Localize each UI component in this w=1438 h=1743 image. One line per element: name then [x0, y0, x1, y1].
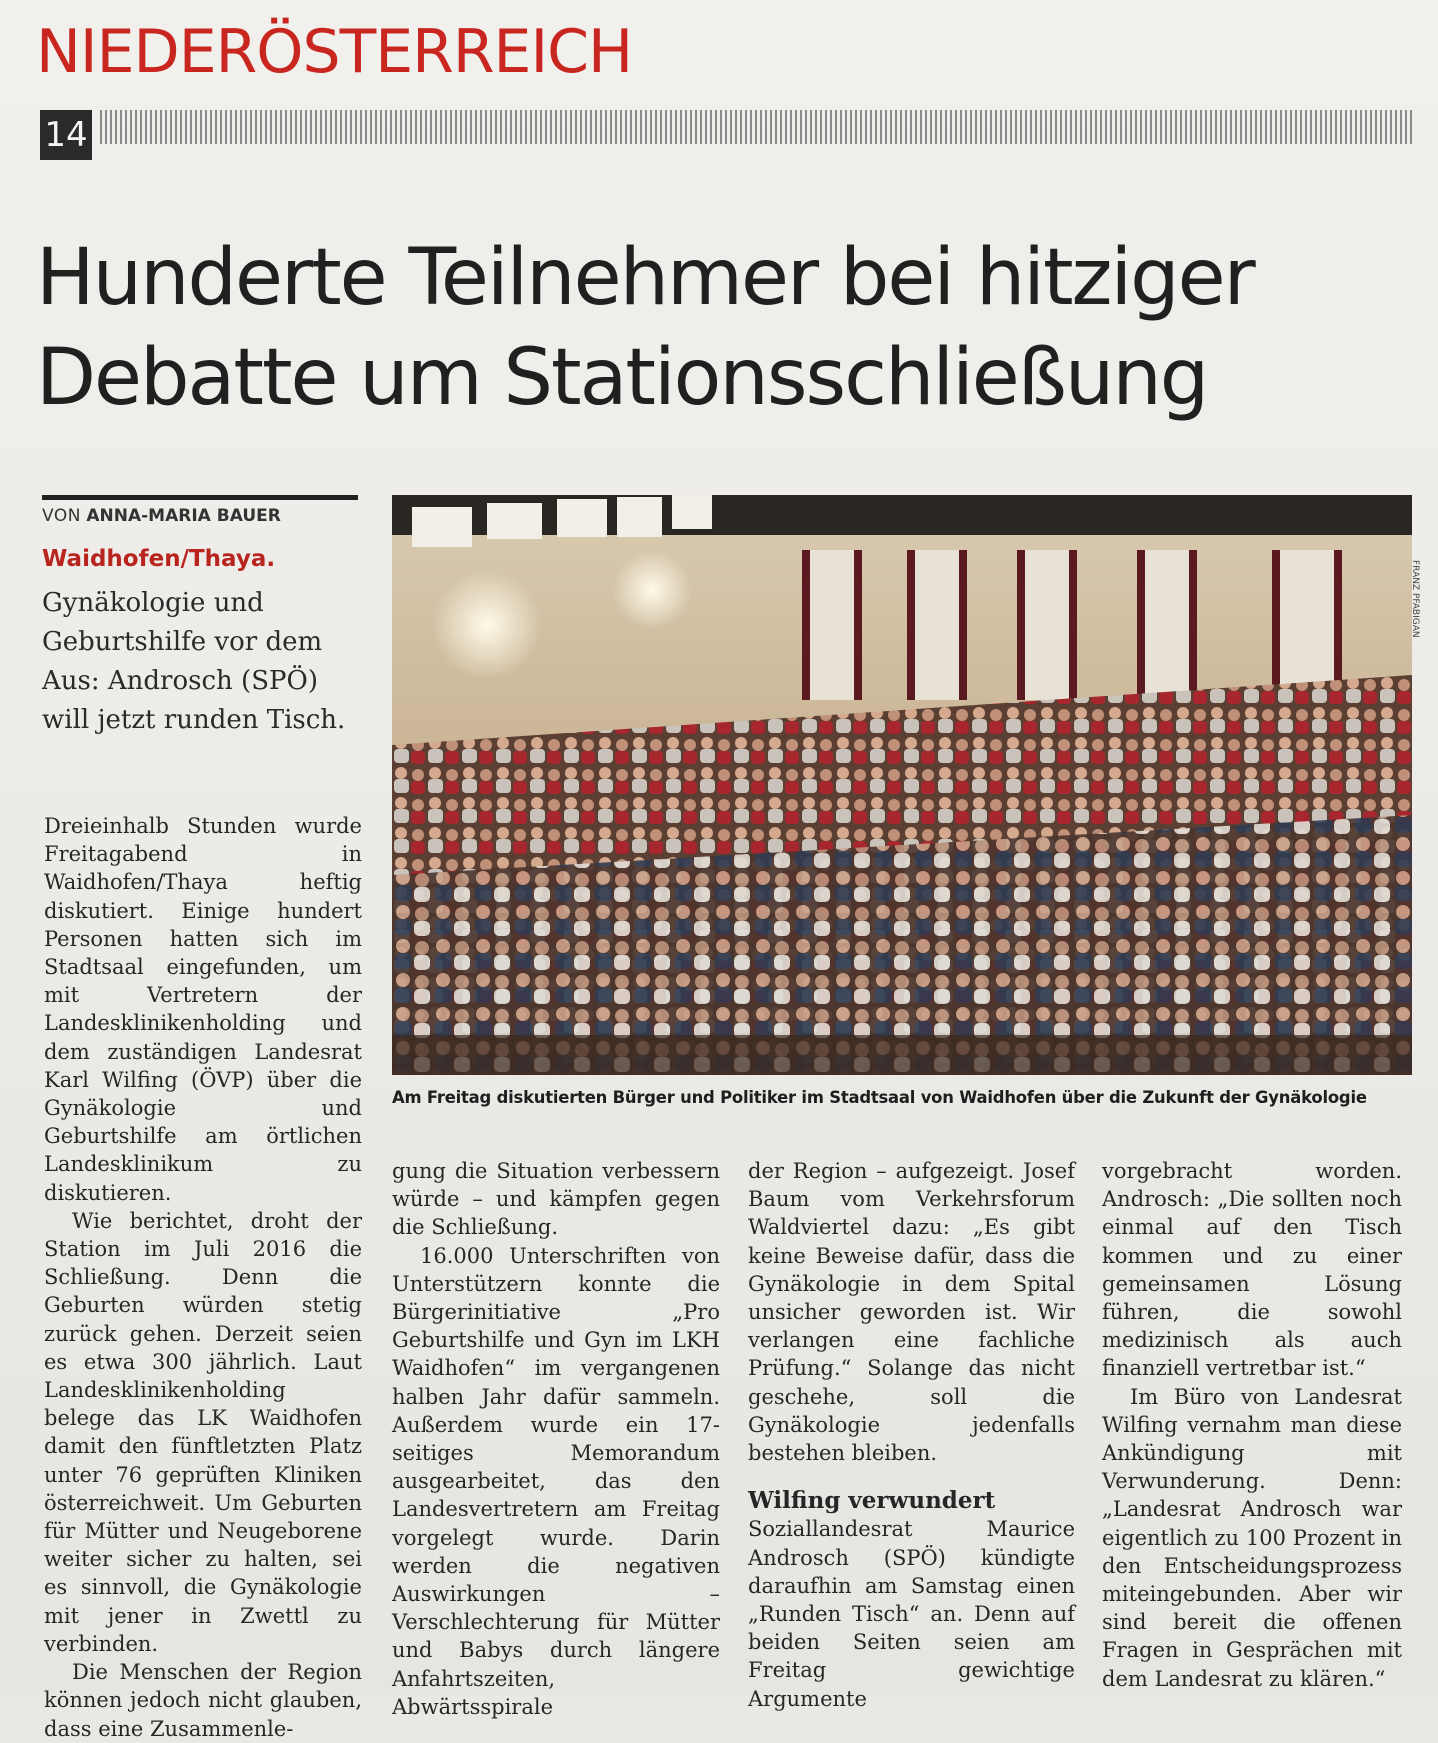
audience-photo	[392, 495, 1412, 1075]
body-paragraph: vorgebracht worden. Androsch: „Die sollten noch einmal auf den Tisch kommen und zu einer gemeinsamen Lösung führen, die sowohl medizinisch als auch finanziell vertretbar ist.“	[1102, 1159, 1402, 1381]
body-paragraph: Im Büro von Landesrat Wilfing vernahm man diese Ankündigung mit Verwunderung. Denn: „Landesrat Androsch war eigentlich zu 100 Prozent in den Entscheidungsprozess miteingebunden. Aber wir sind bereit die offenen Fragen in Gesprächen mit dem Landesrat zu klären.“	[1102, 1384, 1402, 1691]
lead-text: Gynäkologie und Geburtshilfe vor dem Aus: Androsch (SPÖ) will jetzt runden Tisch.	[42, 588, 346, 735]
photo-caption: Am Freitag diskutierten Bürger und Politiker im Stadtsaal von Waidhofen über die Zukunft der Gynäkologie	[392, 1088, 1367, 1107]
byline-author: ANNA-MARIA BAUER	[86, 506, 281, 526]
body-paragraph: der Region – aufgezeigt. Josef Baum vom Verkehrsforum Waldviertel dazu: „Es gibt keine Beweise dafür, dass die Gynäkologie in dem Spital unsicher geworden ist. Wir verlangen eine fachliche Prüfung.“ Solange das nicht geschehe, soll die Gynäkologie jedenfalls bestehen bleiben.	[748, 1159, 1075, 1466]
article-column-2	[392, 1157, 720, 1721]
photo-credit: FRANZ PFABIGAN	[1410, 560, 1420, 638]
page-number: 14	[40, 110, 92, 160]
subheading: Wilfing verwundert	[748, 1487, 996, 1515]
body-paragraph: 16.000 Unterschriften von Unterstützern konnte die Bürgerinitiative „Pro Geburtshilfe und Gyn im LKH Waidhofen“ im vergangenen halben Jahr dafür sammeln. Außerdem wurde ein 17-seitiges Memorandum ausgearbeitet, das den Landesvertretern am Freitag vorgelegt wurde. Darin werden die negativen Auswirkungen – Verschlechterung für Mütter und Babys durch längere Anfahrtszeiten, Abwärtsspirale	[392, 1243, 720, 1719]
body-paragraph: Wie berichtet, droht der Station im Juli 2016 die Schließung. Denn die Geburten würden stetig zurück gehen. Derzeit seien es etwa 300 jährlich. Laut Landesklinikenholding belege das LK Waidhofen damit den fünftletzten Platz unter 76 geprüften Kliniken österreichweit. Um Geburten für Mütter und Neugeborene weiter sicher zu halten, sei es sinnvoll, die Gynäkologie mit jener in Zwettl zu verbinden.	[44, 1208, 362, 1656]
body-paragraph: Die Menschen der Region können jedoch nicht glauben, dass eine Zusammenle-	[44, 1660, 362, 1741]
article-column-3	[748, 1157, 1075, 1713]
article-column-1	[44, 812, 362, 1743]
section-title: NIEDERÖSTERREICH	[36, 17, 633, 87]
article-column-4	[1102, 1157, 1402, 1693]
byline-rule	[42, 495, 358, 500]
body-paragraph: Soziallandesrat Maurice Androsch (SPÖ) kündigte daraufhin am Samstag einen „Runden Tisch“ an. Denn auf beiden Seiten seien am Freitag gewichtige Argumente	[748, 1517, 1075, 1711]
photo-illustration	[392, 495, 1412, 1075]
byline-prefix: VON	[42, 506, 81, 526]
body-paragraph: gung die Situation verbessern würde – und kämpfen gegen die Schließung.	[392, 1159, 720, 1240]
header-hatch-rule	[100, 110, 1415, 144]
dateline: Waidhofen/Thaya.	[42, 546, 276, 572]
headline: Hunderte Teilnehmer bei hitziger Debatte um Stationsschließung	[36, 233, 1254, 423]
byline	[42, 506, 281, 526]
body-paragraph: Dreieinhalb Stunden wurde Freitagabend in Waidhofen/Thaya heftig diskutiert. Einige hundert Personen hatten sich im Stadtsaal eingefunden, um mit Vertretern der Landesklinikenholding und dem zuständigen Landesrat Karl Wilfing (ÖVP) über die Gynäkologie und Geburtshilfe am örtlichen Landesklinikum zu diskutieren.	[44, 814, 362, 1205]
